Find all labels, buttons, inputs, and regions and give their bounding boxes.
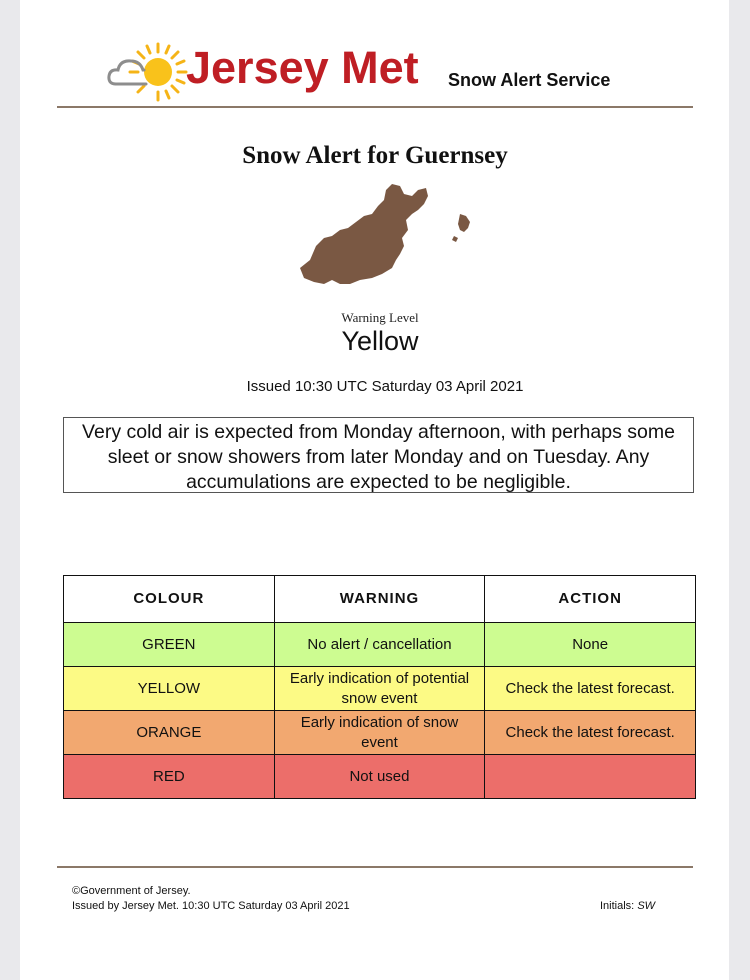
cell-warning: Early indication of potential snow event xyxy=(274,667,485,711)
table-row-red xyxy=(64,755,696,799)
cell-action xyxy=(485,755,696,799)
warning-levels-table xyxy=(63,575,696,799)
issued-timestamp: Issued 10:30 UTC Saturday 03 April 2021 xyxy=(246,378,524,395)
cell-colour: YELLOW xyxy=(64,667,275,711)
footer-copyright: ©Government of Jersey. xyxy=(72,885,191,897)
page-title: Snow Alert for Guernsey xyxy=(242,142,508,169)
jersey-met-logo xyxy=(106,40,426,104)
cell-colour: RED xyxy=(64,755,275,799)
cell-warning: Not used xyxy=(274,755,485,799)
guernsey-map-icon xyxy=(296,180,476,295)
footer-initials xyxy=(600,900,655,912)
cell-colour: ORANGE xyxy=(64,711,275,755)
initials-value: SW xyxy=(637,900,656,912)
sun-cloud-icon xyxy=(106,40,188,104)
table-row-yellow xyxy=(64,667,696,711)
service-title: Snow Alert Service xyxy=(448,70,611,90)
header-divider xyxy=(57,106,693,108)
warning-level-label: Warning Level xyxy=(341,310,419,325)
cell-action: Check the latest forecast. xyxy=(485,667,696,711)
cell-warning: No alert / cancellation xyxy=(274,623,485,667)
cell-action: None xyxy=(485,623,696,667)
column-header-warning: WARNING xyxy=(274,576,485,623)
column-header-action: ACTION xyxy=(485,576,696,623)
brand-name: Jersey Met xyxy=(186,42,419,93)
alert-message: Very cold air is expected from Monday afternoon, with perhaps some sleet or snow showers from later Monday and on Tuesday. Any accumulations are expected to be negligible. xyxy=(63,417,694,493)
cell-colour: GREEN xyxy=(64,623,275,667)
footer-issued-by: Issued by Jersey Met. 10:30 UTC Saturday 03 April 2021 xyxy=(72,900,350,912)
warning-level-value: Yellow xyxy=(341,326,419,356)
footer-divider xyxy=(57,866,693,868)
column-header-colour: COLOUR xyxy=(64,576,275,623)
table-row-orange xyxy=(64,711,696,755)
cell-action: Check the latest forecast. xyxy=(485,711,696,755)
cell-warning: Early indication of snow event xyxy=(274,711,485,755)
table-row-green xyxy=(64,623,696,667)
initials-label: Initials: xyxy=(600,900,635,912)
table-header-row xyxy=(64,576,696,623)
